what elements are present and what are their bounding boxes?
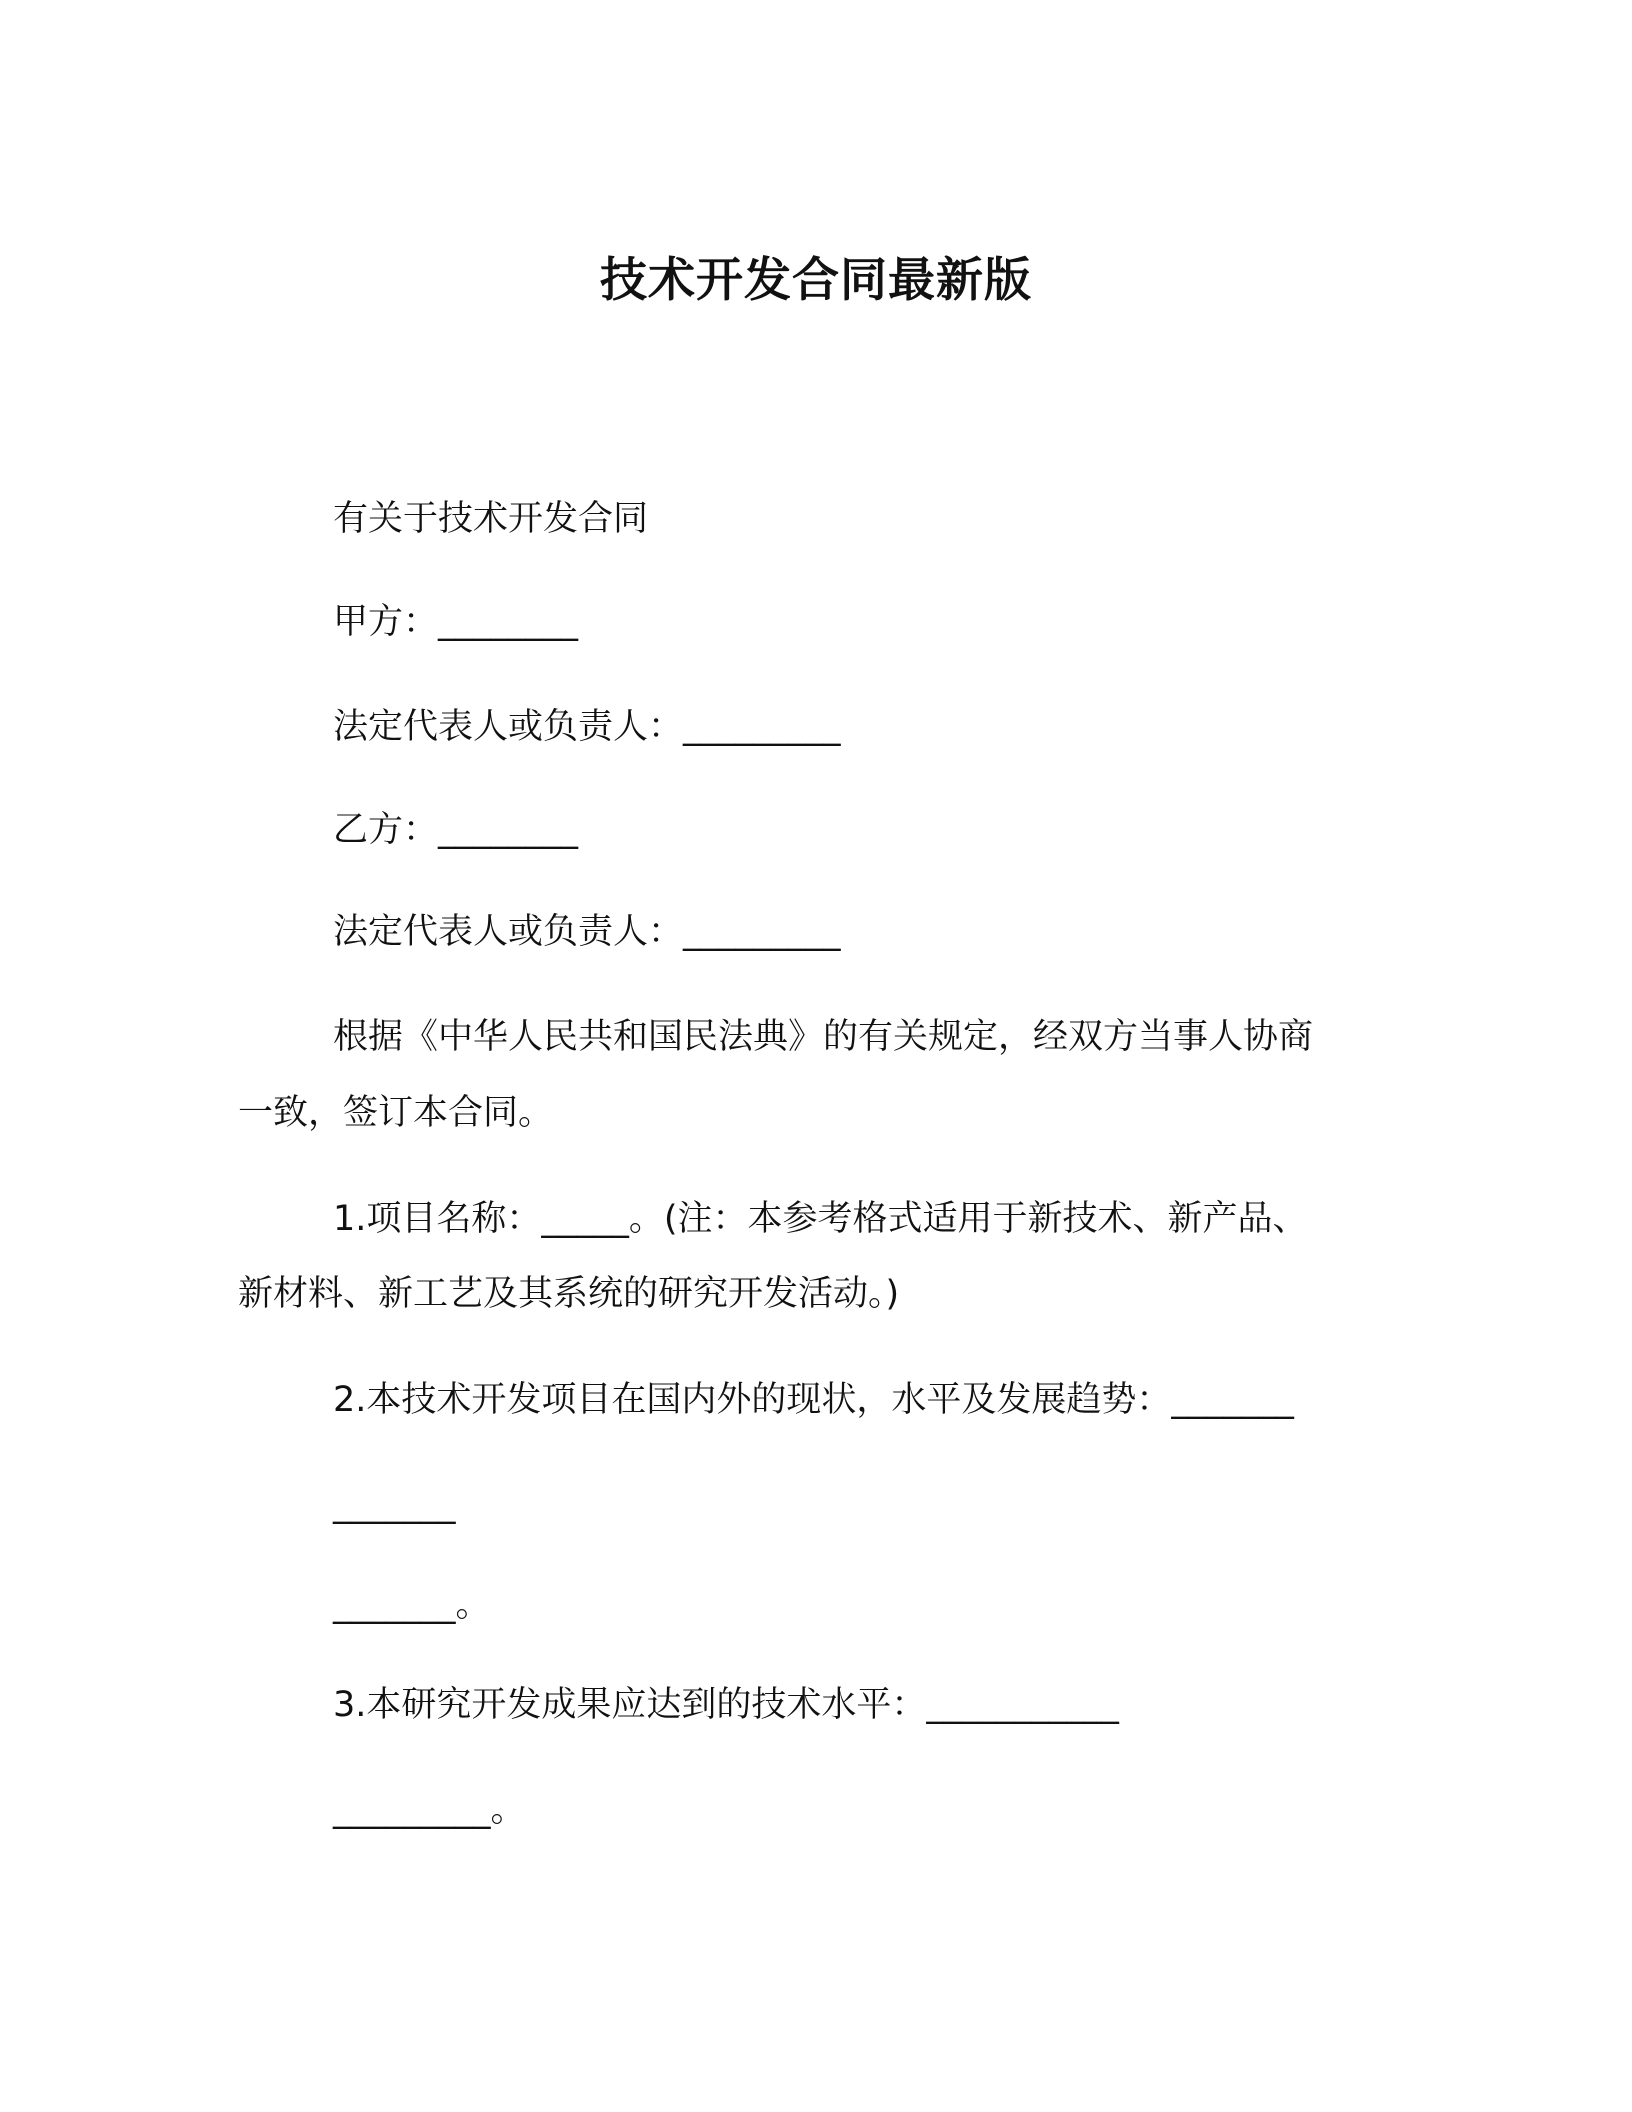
- clause-3-line-2: _________。: [333, 1790, 526, 1830]
- clause-1-line-2: 新材料、新工艺及其系统的研究开发活动。): [238, 1274, 900, 1314]
- clause-2-line-2: _______: [333, 1485, 456, 1525]
- party-a-line: 甲方：________: [333, 602, 579, 642]
- clause-2-line-3: _______。: [333, 1585, 491, 1625]
- party-a-representative-line: 法定代表人或负责人：_________: [333, 707, 841, 747]
- clause-3-line-1: 3.本研究开发成果应达到的技术水平：___________: [333, 1685, 1119, 1725]
- preamble-line-1: 根据《中华人民共和国民法典》的有关规定，经双方当事人协商: [333, 1017, 1314, 1057]
- clause-1-line-1: 1.项目名称：_____。(注：本参考格式适用于新技术、新产品、: [333, 1199, 1308, 1239]
- clause-2-line-1: 2.本技术开发项目在国内外的现状，水平及发展趋势：_______: [333, 1380, 1294, 1420]
- contract-subject-line: 有关于技术开发合同: [333, 499, 649, 539]
- preamble-line-2: 一致，签订本合同。: [238, 1093, 554, 1133]
- party-b-representative-line: 法定代表人或负责人：_________: [333, 912, 841, 952]
- party-b-line: 乙方：________: [333, 810, 579, 850]
- document-title: 技术开发合同最新版: [600, 253, 1032, 309]
